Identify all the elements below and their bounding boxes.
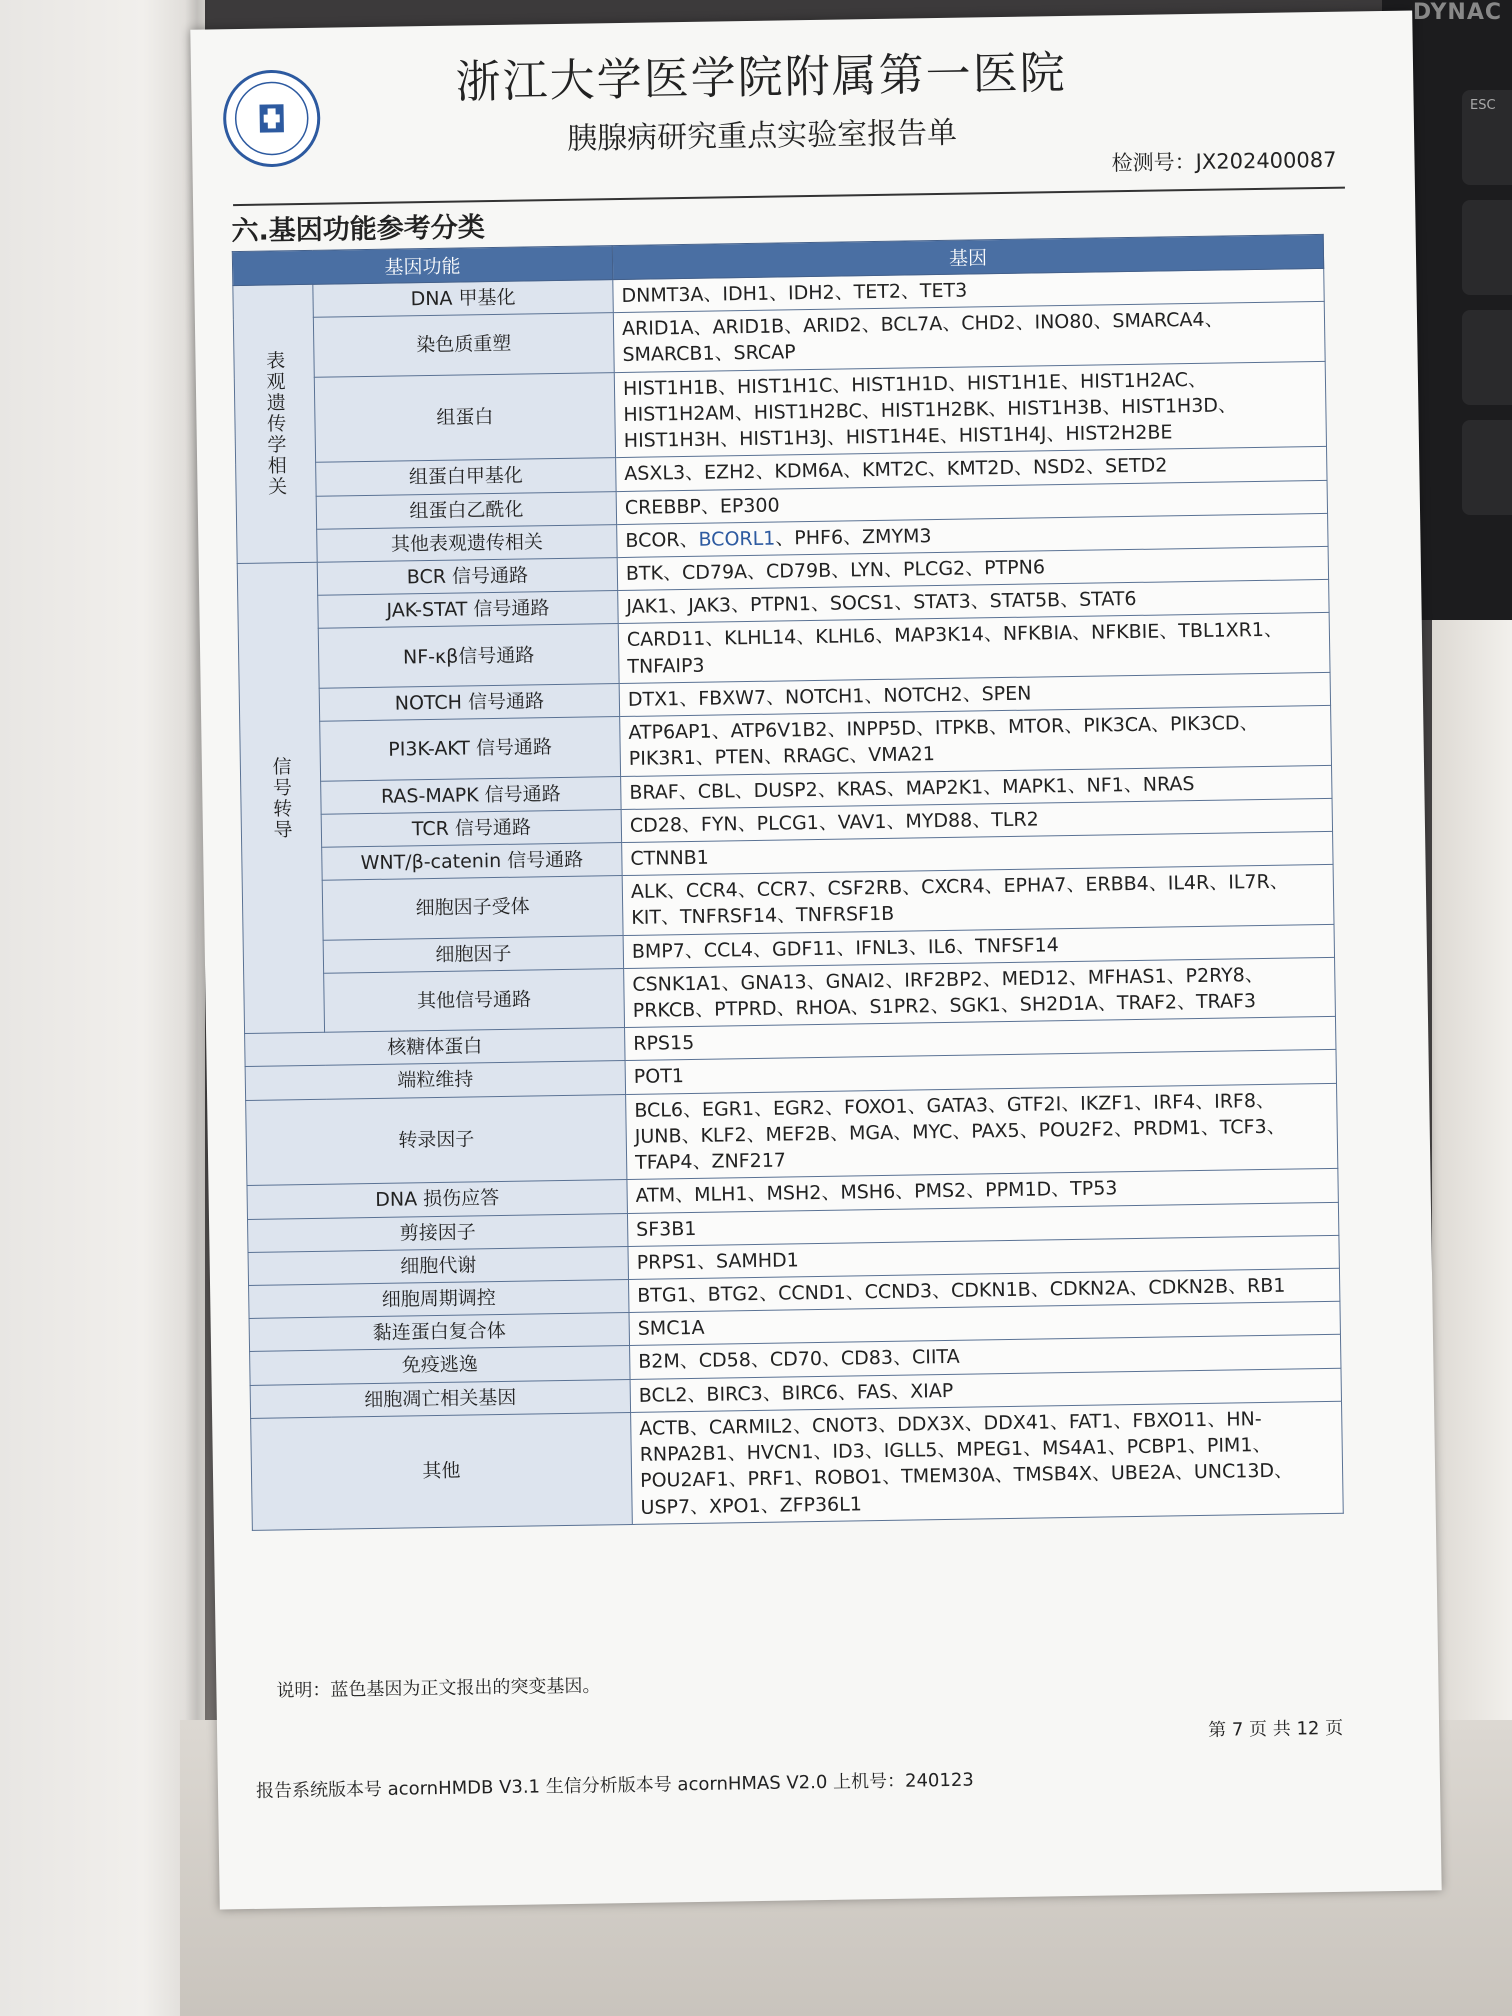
function-cell: 端粒维持: [245, 1061, 625, 1100]
column-header-function: 基因功能: [232, 246, 612, 286]
genes-cell: POT1: [625, 1050, 1336, 1094]
genes-cell: SF3B1: [627, 1202, 1338, 1246]
keyboard-key: [1462, 310, 1512, 405]
keyboard-key: [1462, 420, 1512, 515]
keyboard-brand: DYNAC: [1412, 0, 1502, 25]
function-cell: 细胞周期调控: [249, 1279, 629, 1318]
category-cell: [233, 284, 317, 563]
genes-cell: CARD11、KLHL14、KLHL6、MAP3K14、NFKBIA、NFKBIE、TBL1XR1、TNFAIP3: [618, 613, 1330, 684]
function-cell: DNA 甲基化: [313, 280, 613, 318]
genes-cell: ARID1A、ARID1B、ARID2、BCL7A、CHD2、INO80、SMARCA4、SMARCB1、SRCAP: [613, 302, 1325, 373]
genes-cell: CTNNB1: [622, 831, 1333, 875]
genes-cell: BCL2、BIRC3、BIRC6、FAS、XIAP: [630, 1368, 1341, 1412]
footnote: 说明：蓝色基因为正文报出的突变基因。: [276, 1675, 601, 1702]
function-cell: NOTCH 信号通路: [319, 683, 619, 721]
function-cell: 其他表观遗传相关: [317, 524, 617, 562]
function-cell: PI3K-AKT 信号通路: [320, 717, 621, 781]
genes-cell: ACTB、CARMIL2、CNOT3、DDX3X、DDX41、FAT1、FBXO11、HN-RNPA2B1、HVCN1、ID3、IGLL5、MPEG1、MS4A1、PCBP1、PIM1、POU2AF1、PRF1、ROBO1、TMEM30A、TMSB4X、UBE2A、UNC13D、USP7、XPO1、ZFP36L1: [631, 1401, 1344, 1524]
function-cell: WNT/β-catenin 信号通路: [322, 842, 622, 880]
function-cell: 组蛋白甲基化: [316, 458, 616, 496]
function-cell: 黏连蛋白复合体: [249, 1313, 629, 1352]
genes-cell: BMP7、CCL4、GDF11、IFNL3、IL6、TNFSF14: [623, 924, 1334, 968]
function-cell: 细胞因子受体: [322, 876, 623, 940]
genes-cell: DNMT3A、IDH1、IDH2、TET2、TET3: [613, 268, 1324, 312]
function-cell: 转录因子: [246, 1094, 627, 1186]
genes-cell: CSNK1A1、GNA13、GNAI2、IRF2BP2、MED12、MFHAS1、P2RY8、PRKCB、PTPRD、RHOA、S1PR2、SGK1、SH2D1A、TRAF2、TRAF3: [624, 957, 1336, 1028]
function-cell: 核糖体蛋白: [245, 1028, 625, 1067]
hospital-logo-icon: [221, 68, 323, 170]
genes-cell: ATP6AP1、ATP6V1B2、INPP5D、ITPKB、MTOR、PIK3CA、PIK3CD、PIK3R1、PTEN、RRAGC、VMA21: [620, 705, 1332, 776]
function-cell: 染色质重塑: [313, 313, 614, 377]
reported-mutation-gene: BCORL1: [698, 527, 776, 551]
genes-cell: CD28、FYN、PLCG1、VAV1、MYD88、TLR2: [621, 798, 1332, 842]
function-cell: 其他: [251, 1412, 633, 1530]
hospital-name: 浙江大学医学院附属第一医院: [455, 45, 1068, 109]
version-info: 报告系统版本号 acornHMDB V3.1 生信分析版本号 acornHMAS V2.0 上机号：240123: [255, 1769, 974, 1802]
genes-cell: BCL6、EGR1、EGR2、FOXO1、GATA3、GTF2I、IKZF1、IRF4、IRF8、JUNB、KLF2、MEF2B、MGA、MYC、PAX5、POU2F2、PRDM1、TCF3、TFAP4、ZNF217: [626, 1083, 1338, 1180]
genes-cell: ATM、MLH1、MSH2、MSH6、PMS2、PPM1D、TP53: [627, 1169, 1338, 1213]
function-cell: 细胞因子: [323, 935, 623, 973]
function-cell: 剪接因子: [247, 1213, 627, 1252]
genes-cell: ALK、CCR4、CCR7、CSF2RB、CXCR4、EPHA7、ERBB4、IL4R、IL7R、KIT、TNFRSF14、TNFRSF1B: [622, 865, 1334, 936]
function-cell: 细胞凋亡相关基因: [250, 1379, 630, 1418]
function-cell: 组蛋白乙酰化: [316, 491, 616, 529]
report-page: [190, 11, 1441, 1910]
column-header-genes: 基因: [612, 234, 1323, 279]
function-cell: 其他信号通路: [324, 968, 625, 1032]
genes-cell: BRAF、CBL、DUSP2、KRAS、MAP2K1、MAPK1、NF1、NRAS: [621, 765, 1332, 809]
function-cell: BCR 信号通路: [317, 558, 617, 596]
page-number: 第 7 页 共 12 页: [1208, 1717, 1344, 1741]
category-cell: [237, 562, 324, 1033]
genes-cell: SMC1A: [629, 1302, 1340, 1346]
lab-name: 胰腺病研究重点实验室报告单: [566, 115, 958, 157]
gene-function-table: [232, 234, 1344, 1531]
function-cell: RAS-MAPK 信号通路: [321, 776, 621, 814]
background-papers: [1432, 620, 1512, 1720]
category-label: 表观遗传学相关: [262, 350, 288, 498]
header-divider: [233, 187, 1345, 206]
genes-cell: HIST1H1B、HIST1H1C、HIST1H1D、HIST1H1E、HIST1H2AC、HIST1H2AM、HIST1H2BC、HIST1H2BK、HIST1H3B、HIST1H3D、HIST1H3H、HIST1H3J、HIST1H4E、HIST1H4J、HIST2H2BE: [614, 361, 1326, 458]
genes-cell: B2M、CD58、CD70、CD83、CIITA: [630, 1335, 1341, 1379]
function-cell: 免疫逃逸: [250, 1346, 630, 1385]
function-cell: 组蛋白: [314, 372, 615, 462]
keyboard-key: [1462, 200, 1512, 295]
genes-cell: ASXL3、EZH2、KDM6A、KMT2C、KMT2D、NSD2、SETD2: [616, 447, 1327, 491]
function-cell: JAK-STAT 信号通路: [318, 591, 618, 629]
function-cell: DNA 损伤应答: [247, 1180, 627, 1219]
esc-key: ESC: [1462, 90, 1512, 185]
genes-cell: DTX1、FBXW7、NOTCH1、NOTCH2、SPEN: [619, 672, 1330, 716]
genes-cell: PRPS1、SAMHD1: [628, 1235, 1339, 1279]
category-label: 信号转导: [269, 755, 293, 841]
section-title: 六.基因功能参考分类: [231, 212, 485, 248]
genes-cell: CREBBP、EP300: [616, 480, 1327, 524]
genes-cell: JAK1、JAK3、PTPN1、SOCS1、STAT3、STAT5B、STAT6: [618, 580, 1329, 624]
left-book-page: [0, 0, 205, 2016]
gene-text: BCOR、: [625, 528, 699, 552]
function-cell: NF-κβ信号通路: [318, 624, 619, 688]
genes-cell: RPS15: [625, 1017, 1336, 1061]
report-number: 检测号：JX202400087: [1111, 147, 1337, 176]
function-cell: 细胞代谢: [248, 1246, 628, 1285]
table-row: [251, 1401, 1344, 1530]
genes-cell: BTK、CD79A、CD79B、LYN、PLCG2、PTPN6: [617, 546, 1328, 590]
genes-cell: BTG1、BTG2、CCND1、CCND3、CDKN1B、CDKN2A、CDKN2B、RB1: [628, 1268, 1339, 1312]
gene-text: 、PHF6、ZMYM3: [775, 524, 932, 550]
function-cell: TCR 信号通路: [321, 809, 621, 847]
